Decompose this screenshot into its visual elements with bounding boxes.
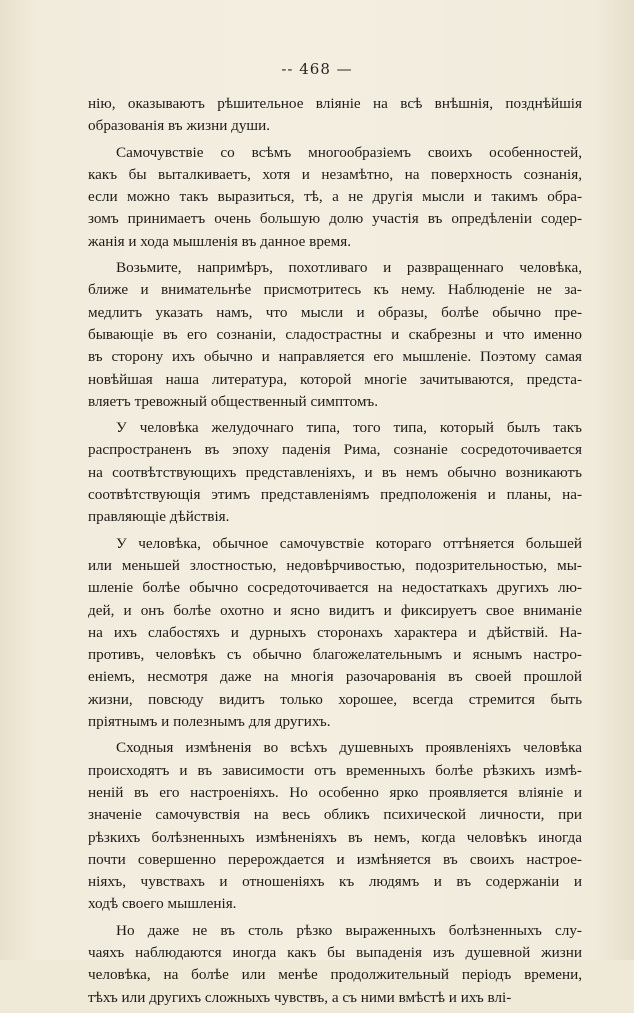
- text-line: значеніе самочувствія на весь обликъ психической личности, при: [88, 806, 582, 824]
- text-line: Сходныя измѣненія во всѣхъ душевныхъ проявленіяхъ человѣка: [116, 739, 582, 757]
- text-line: бывающіе въ его сознаніи, сладострастны и скабрезны и что именно: [88, 325, 582, 343]
- paragraph: [88, 533, 582, 734]
- text-line: если можно такъ выразиться, тѣ, а не другія мысли и такимъ обра-: [88, 188, 582, 206]
- paragraph: [88, 93, 582, 138]
- text-line: ходѣ своего мышленія.: [88, 895, 237, 913]
- text-line: почти совершенно перерождается и измѣняется въ своихъ настрое-: [88, 850, 582, 868]
- paragraph: [88, 257, 582, 413]
- text-line: Возьмите, напримѣръ, похотливаго и развращеннаго человѣка,: [116, 259, 582, 277]
- text-line: соотвѣтствующія этимъ представленіямъ предположенія и планы, на-: [88, 486, 582, 504]
- text-line: образованія въ жизни души.: [88, 117, 271, 135]
- text-line: жизни, повсюду видитъ только хорошее, всегда стремится быть: [88, 690, 582, 708]
- text-line: происходятъ и въ зависимости отъ временныхъ болѣе рѣзкихъ измѣ-: [88, 761, 582, 779]
- text-line: Но даже не въ столь рѣзко выраженныхъ болѣзненныхъ слу-: [116, 921, 582, 939]
- text-line: неній въ его настроеніяхъ. Но особенно ярко проявляется вліяніе и: [88, 783, 582, 801]
- text-line: пріятнымъ и полезнымъ для другихъ.: [88, 713, 331, 731]
- text-line: медлитъ указать намъ, что мысли и образы, болѣе обычно пре-: [88, 303, 582, 321]
- text-line: ближе и внимательнѣе присмотритесь къ нему. Наблюденіе не за-: [88, 281, 582, 299]
- text-line: шленіе болѣе обычно сосредоточивается на недостаткахъ другихъ лю-: [88, 579, 582, 597]
- text-line: новѣйшая наша литература, которой многіе зачитываются, предста-: [88, 370, 582, 388]
- text-line: или меньшей злостностью, недовѣрчивостью, подозрительностью, мы-: [88, 556, 582, 574]
- text-line: нію, оказываютъ рѣшительное вліяніе на всѣ внѣшнія, позднѣйшія: [88, 95, 582, 112]
- text-line: вляетъ тревожный общественный симптомъ.: [88, 392, 379, 410]
- text-line: У человѣка желудочнаго типа, того типа, который былъ такъ: [116, 419, 582, 437]
- text-line: на ихъ слабостяхъ и дурныхъ сторонахъ характера и дѣйствій. На-: [88, 623, 582, 641]
- text-line: дей, и онъ болѣе охотно и ясно видитъ и фиксируетъ свое вниманіе: [88, 601, 582, 619]
- paragraph: [88, 142, 582, 253]
- text-line: Самочувствіе со всѣмъ многообразіемъ своихъ особенностей,: [116, 143, 582, 161]
- text-line: правляющіе дѣйствія.: [88, 508, 230, 526]
- text-line: У человѣка, обычное самочувствіе котораго оттѣняется большей: [116, 534, 582, 552]
- text-line: ніяхъ, чувствахъ и отношеніяхъ къ людямъ и въ содержаніи и: [88, 873, 582, 891]
- text-line: человѣка, на болѣе или менѣе продолжительный періодъ времени,: [88, 966, 582, 984]
- text-line: распространенъ въ эпоху паденія Рима, сознаніе сосредоточивается: [88, 441, 582, 459]
- text-line: зомъ принимаетъ очень большую долю участія въ опредѣленіи содер-: [88, 210, 582, 228]
- text-line: жанія и хода мышленія въ данное время.: [88, 232, 352, 250]
- paragraph: [88, 920, 582, 1009]
- text-line: еніемъ, несмотря даже на многія разочарованія въ своей прошлой: [88, 668, 582, 686]
- text-line: рѣзкихъ болѣзненныхъ измѣненіяхъ въ немъ, когда человѣкъ иногда: [88, 828, 582, 846]
- page-number: -- 468 —: [281, 60, 353, 78]
- page-body-text: [88, 93, 582, 1013]
- text-line: въ сторону ихъ обычно и направляется его мышленіе. Поэтому самая: [88, 348, 582, 366]
- paragraph: [88, 417, 582, 528]
- text-line: противъ, человѣкъ съ обычно благожелательнымъ и яснымъ настро-: [88, 646, 582, 664]
- text-line: тѣхъ или другихъ сложныхъ чувствъ, а съ ними вмѣстѣ и ихъ влі-: [88, 988, 512, 1006]
- text-line: чаяхъ наблюдаются иногда какъ бы выпаденія изъ душевной жизни: [88, 943, 582, 961]
- text-line: какъ бы выталкиваетъ, хотя и незамѣтно, на поверхность сознанія,: [88, 165, 582, 183]
- text-line: на соотвѣтствующихъ представленіяхъ, и въ немъ обычно возникаютъ: [88, 463, 582, 481]
- paragraph: [88, 737, 582, 915]
